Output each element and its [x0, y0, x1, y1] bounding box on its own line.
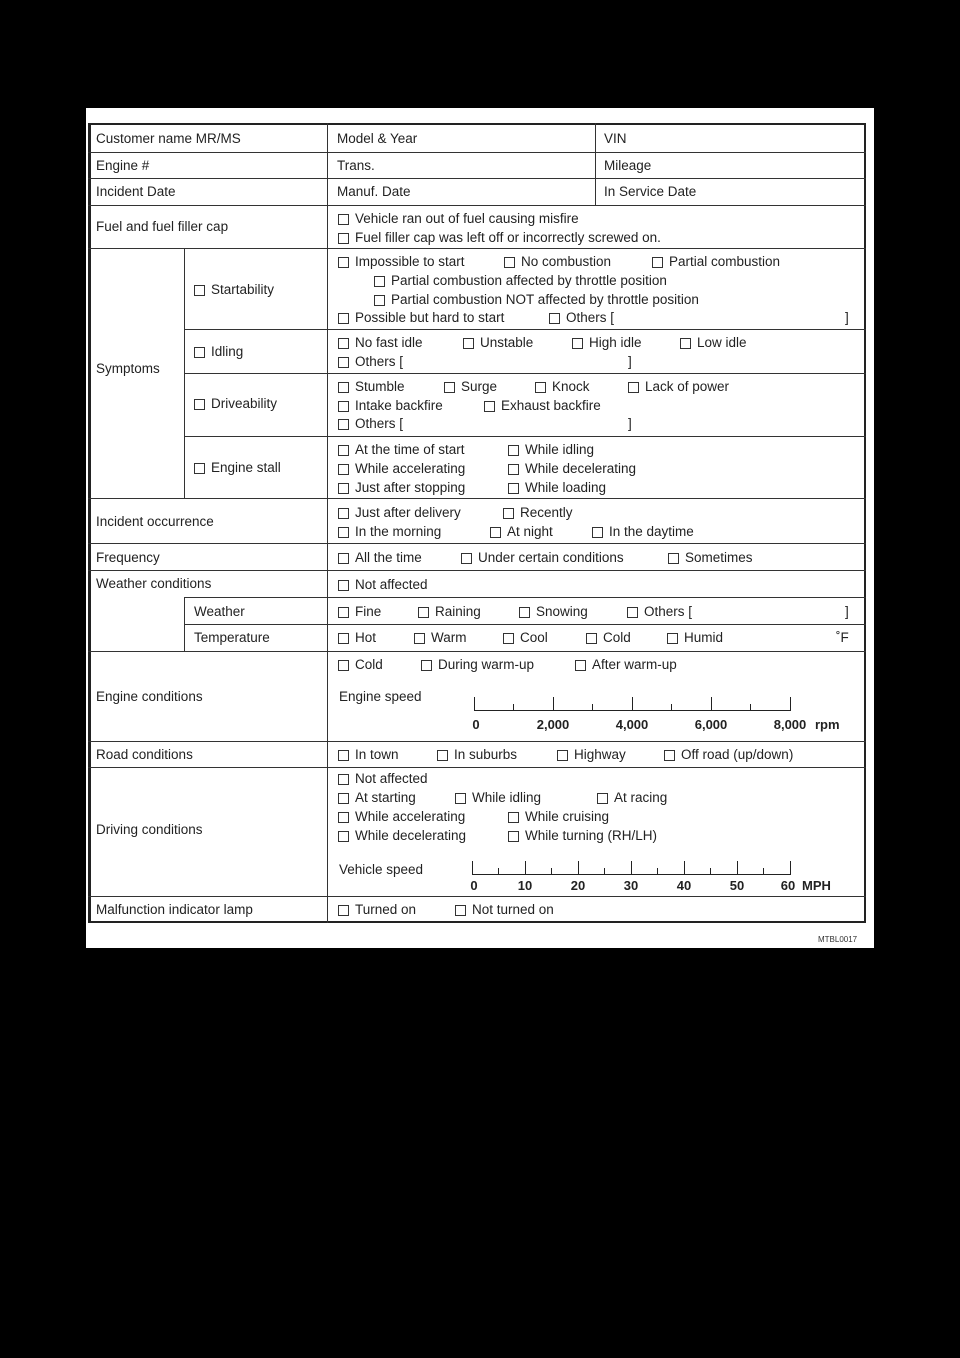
checkbox-icon[interactable] [338, 831, 349, 842]
checkbox-in-suburbs[interactable]: In suburbs [437, 747, 517, 763]
rpm-tick-label: 8,000 [773, 717, 807, 732]
close-bracket: ] [845, 604, 849, 619]
manuf-date-label: Manuf. Date [337, 184, 411, 199]
close-bracket: ] [628, 354, 632, 369]
checkbox-icon[interactable] [503, 508, 514, 519]
row-divider [88, 767, 866, 768]
checkbox-while-loading[interactable]: While loading [508, 480, 606, 496]
rpm-tick-label: 2,000 [536, 717, 570, 732]
row-divider [88, 741, 866, 742]
mileage-label: Mileage [604, 158, 652, 173]
vehicle-speed-scale [470, 861, 831, 897]
weather-conditions-label: Weather conditions [96, 576, 212, 591]
checkbox-stumble[interactable]: Stumble [338, 379, 405, 395]
checkbox-driving-while-idling[interactable]: While idling [455, 790, 541, 806]
checkbox-fine[interactable]: Fine [338, 604, 381, 620]
row-divider [88, 205, 866, 206]
checkbox-icon[interactable] [374, 295, 385, 306]
checkbox-hot[interactable]: Hot [338, 630, 376, 646]
checkbox-icon[interactable] [338, 812, 349, 823]
checkbox-surge[interactable]: Surge [444, 379, 497, 395]
rpm-tick-label: 6,000 [694, 717, 728, 732]
driving-conditions-label: Driving conditions [96, 822, 203, 837]
checkbox-snowing[interactable]: Snowing [519, 604, 588, 620]
row-divider [88, 178, 866, 179]
checkbox-driving-not-affected[interactable]: Not affected [338, 771, 428, 787]
checkbox-icon[interactable] [194, 463, 205, 474]
checkbox-icon[interactable] [338, 257, 349, 268]
row-divider [184, 329, 866, 330]
checkbox-humid[interactable]: Humid [667, 630, 723, 646]
checkbox-lack-of-power[interactable]: Lack of power [628, 379, 729, 395]
checkbox-icon[interactable] [508, 812, 519, 823]
engine-number-label: Engine # [96, 158, 150, 173]
checkbox-no-combustion[interactable]: No combustion [504, 254, 611, 270]
checkbox-exhaust-backfire[interactable]: Exhaust backfire [484, 398, 601, 414]
checkbox-no-fast-idle[interactable]: No fast idle [338, 335, 423, 351]
checkbox-hard-to-start[interactable]: Possible but hard to start [338, 310, 504, 326]
engine-conditions-label: Engine conditions [96, 689, 203, 704]
incident-occurrence-label: Incident occurrence [96, 514, 214, 529]
checkbox-stall-while-idling[interactable]: While idling [508, 442, 594, 458]
checkbox-icon[interactable] [437, 750, 448, 761]
checkbox-recently[interactable]: Recently [503, 505, 573, 521]
checkbox-icon[interactable] [338, 214, 349, 225]
checkbox-icon[interactable] [338, 313, 349, 324]
checkbox-engine-stall[interactable]: Engine stall [194, 460, 281, 476]
checkbox-icon[interactable] [338, 750, 349, 761]
checkbox-icon[interactable] [338, 660, 349, 671]
row-divider [88, 248, 866, 249]
column-divider [184, 597, 185, 651]
column-divider [595, 123, 596, 205]
checkbox-ran-out-of-fuel[interactable]: Vehicle ran out of fuel causing misfire [338, 211, 579, 227]
temperature-label: Temperature [194, 630, 270, 645]
checkbox-icon[interactable] [504, 257, 515, 268]
checkbox-after-warm-up[interactable]: After warm-up [575, 657, 677, 673]
column-divider [184, 248, 185, 498]
checkbox-icon[interactable] [455, 905, 466, 916]
checkbox-icon[interactable] [194, 347, 205, 358]
checkbox-icon[interactable] [463, 338, 474, 349]
checkbox-raining[interactable]: Raining [418, 604, 481, 620]
checkbox-icon[interactable] [338, 527, 349, 538]
checkbox-icon[interactable] [628, 382, 639, 393]
checkbox-icon[interactable] [572, 338, 583, 349]
mil-label: Malfunction indicator lamp [96, 902, 253, 917]
checkbox-startability-others[interactable]: Others [ [549, 310, 614, 326]
checkbox-icon[interactable] [338, 508, 349, 519]
checkbox-idling-others[interactable]: Others [ [338, 354, 403, 370]
checkbox-low-idle[interactable]: Low idle [680, 335, 747, 351]
row-divider [184, 597, 866, 598]
checkbox-icon[interactable] [575, 660, 586, 671]
checkbox-at-racing[interactable]: At racing [597, 790, 667, 806]
engine-speed-label: Engine speed [339, 689, 422, 704]
checkbox-partial-not-affected[interactable]: Partial combustion NOT affected by throttle position [374, 292, 699, 308]
checkbox-icon[interactable] [503, 633, 514, 644]
checkbox-icon[interactable] [549, 313, 560, 324]
in-service-date-label: In Service Date [604, 184, 697, 199]
checkbox-icon[interactable] [338, 382, 349, 393]
checkbox-icon[interactable] [444, 382, 455, 393]
checkbox-cold-temp[interactable]: Cold [586, 630, 631, 646]
mph-tick-label: 60 [780, 878, 796, 893]
checkbox-turned-on[interactable]: Turned on [338, 902, 416, 918]
weather-label: Weather [194, 604, 245, 619]
vehicle-speed-label: Vehicle speed [339, 862, 424, 877]
checkbox-sometimes[interactable]: Sometimes [668, 550, 753, 566]
checkbox-just-after-stopping[interactable]: Just after stopping [338, 480, 465, 496]
checkbox-knock[interactable]: Knock [535, 379, 590, 395]
checkbox-icon[interactable] [664, 750, 675, 761]
checkbox-icon[interactable] [338, 401, 349, 412]
close-bracket: ] [628, 416, 632, 431]
close-bracket: ] [845, 310, 849, 325]
model-year-label: Model & Year [337, 131, 418, 146]
checkbox-icon[interactable] [338, 233, 349, 244]
checkbox-partial-affected[interactable]: Partial combustion affected by throttle position [374, 273, 667, 289]
row-divider [88, 152, 866, 153]
row-divider [88, 651, 866, 652]
mph-unit: MPH [802, 878, 831, 893]
checkbox-icon[interactable] [586, 633, 597, 644]
checkbox-startability[interactable]: Startability [194, 282, 274, 298]
checkbox-stall-while-accelerating[interactable]: While accelerating [338, 461, 465, 477]
checkbox-stall-while-decelerating[interactable]: While decelerating [508, 461, 636, 477]
mph-tick-label: 50 [729, 878, 745, 893]
checkbox-icon[interactable] [338, 580, 349, 591]
fuel-label: Fuel and fuel filler cap [96, 219, 229, 234]
row-divider [88, 498, 866, 499]
checkbox-icon[interactable] [484, 401, 495, 412]
trans-label: Trans. [337, 158, 375, 173]
checkbox-during-warm-up[interactable]: During warm-up [421, 657, 534, 673]
checkbox-driveability-others[interactable]: Others [ [338, 416, 403, 432]
figure-code: MTBL0017 [818, 935, 858, 944]
checkbox-off-road[interactable]: Off road (up/down) [664, 747, 793, 763]
checkbox-icon[interactable] [414, 633, 425, 644]
checkbox-icon[interactable] [418, 607, 429, 618]
checkbox-at-time-of-start[interactable]: At the time of start [338, 442, 465, 458]
checkbox-intake-backfire[interactable]: Intake backfire [338, 398, 443, 414]
checkbox-icon[interactable] [627, 607, 638, 618]
frequency-label: Frequency [96, 550, 160, 565]
checkbox-icon[interactable] [338, 553, 349, 564]
checkbox-warm[interactable]: Warm [414, 630, 467, 646]
checkbox-icon[interactable] [652, 257, 663, 268]
checkbox-icon[interactable] [680, 338, 691, 349]
rpm-tick-label: 0 [472, 717, 480, 732]
checkbox-icon[interactable] [338, 633, 349, 644]
checkbox-filler-cap[interactable]: Fuel filler cap was left off or incorrectly screwed on. [338, 230, 661, 246]
checkbox-icon[interactable] [597, 793, 608, 804]
checkbox-engine-cold[interactable]: Cold [338, 657, 383, 673]
symptoms-label: Symptoms [96, 361, 160, 376]
checkbox-driving-while-accelerating[interactable]: While accelerating [338, 809, 465, 825]
checkbox-icon[interactable] [338, 607, 349, 618]
checkbox-driving-while-decelerating[interactable]: While decelerating [338, 828, 466, 844]
checkbox-icon[interactable] [338, 774, 349, 785]
mph-tick-label: 40 [676, 878, 692, 893]
checkbox-icon[interactable] [194, 399, 205, 410]
checkbox-icon[interactable] [508, 483, 519, 494]
checkbox-icon[interactable] [374, 276, 385, 287]
checkbox-high-idle[interactable]: High idle [572, 335, 642, 351]
row-divider [184, 436, 866, 437]
checkbox-partial-combustion[interactable]: Partial combustion [652, 254, 780, 270]
engine-speed-scale [472, 697, 840, 737]
checkbox-weather-not-affected[interactable]: Not affected [338, 577, 428, 593]
checkbox-in-the-daytime[interactable]: In the daytime [592, 524, 694, 540]
checkbox-icon[interactable] [194, 285, 205, 296]
mph-tick-label: 30 [623, 878, 639, 893]
customer-name-label: Customer name MR/MS [96, 131, 241, 146]
checkbox-icon[interactable] [421, 660, 432, 671]
checkbox-all-the-time[interactable]: All the time [338, 550, 422, 566]
fahrenheit-unit: ˚F [836, 630, 849, 645]
checkbox-under-certain-conditions[interactable]: Under certain conditions [461, 550, 624, 566]
checkbox-cool[interactable]: Cool [503, 630, 548, 646]
checkbox-icon[interactable] [508, 831, 519, 842]
vin-label: VIN [604, 131, 627, 146]
checkbox-icon[interactable] [338, 483, 349, 494]
checkbox-icon[interactable] [461, 553, 472, 564]
checkbox-in-town[interactable]: In town [338, 747, 399, 763]
checkbox-icon[interactable] [338, 419, 349, 430]
checkbox-icon[interactable] [455, 793, 466, 804]
checkbox-icon[interactable] [592, 527, 603, 538]
checkbox-icon[interactable] [519, 607, 530, 618]
road-conditions-label: Road conditions [96, 747, 193, 762]
mph-tick-label: 20 [570, 878, 586, 893]
row-divider [88, 570, 866, 571]
incident-date-label: Incident Date [96, 184, 176, 199]
checkbox-impossible-to-start[interactable]: Impossible to start [338, 254, 465, 270]
checkbox-weather-others[interactable]: Others [ [627, 604, 692, 620]
checkbox-icon[interactable] [535, 382, 546, 393]
checkbox-icon[interactable] [338, 464, 349, 475]
rpm-tick-label: 4,000 [615, 717, 649, 732]
column-divider [327, 123, 328, 923]
checkbox-icon[interactable] [490, 527, 501, 538]
checkbox-unstable[interactable]: Unstable [463, 335, 533, 351]
checkbox-in-the-morning[interactable]: In the morning [338, 524, 441, 540]
checkbox-highway[interactable]: Highway [557, 747, 626, 763]
checkbox-idling[interactable]: Idling [194, 344, 243, 360]
checkbox-icon[interactable] [508, 445, 519, 456]
mph-tick-label: 10 [517, 878, 533, 893]
checkbox-at-night[interactable]: At night [490, 524, 553, 540]
checkbox-icon[interactable] [667, 633, 678, 644]
checkbox-icon[interactable] [338, 445, 349, 456]
mph-tick-label: 0 [470, 878, 478, 893]
checkbox-icon[interactable] [668, 553, 679, 564]
checkbox-icon[interactable] [338, 905, 349, 916]
checkbox-while-turning[interactable]: While turning (RH/LH) [508, 828, 657, 844]
checkbox-not-turned-on[interactable]: Not turned on [455, 902, 554, 918]
row-divider [184, 624, 866, 625]
checkbox-icon[interactable] [338, 338, 349, 349]
checkbox-while-cruising[interactable]: While cruising [508, 809, 609, 825]
checkbox-icon[interactable] [508, 464, 519, 475]
checkbox-just-after-delivery[interactable]: Just after delivery [338, 505, 461, 521]
row-divider [184, 373, 866, 374]
row-divider [88, 543, 866, 544]
rpm-unit: rpm [815, 717, 840, 732]
checkbox-icon[interactable] [338, 793, 349, 804]
checkbox-icon[interactable] [338, 357, 349, 368]
checkbox-icon[interactable] [557, 750, 568, 761]
checkbox-driveability[interactable]: Driveability [194, 396, 277, 412]
checkbox-at-starting[interactable]: At starting [338, 790, 416, 806]
